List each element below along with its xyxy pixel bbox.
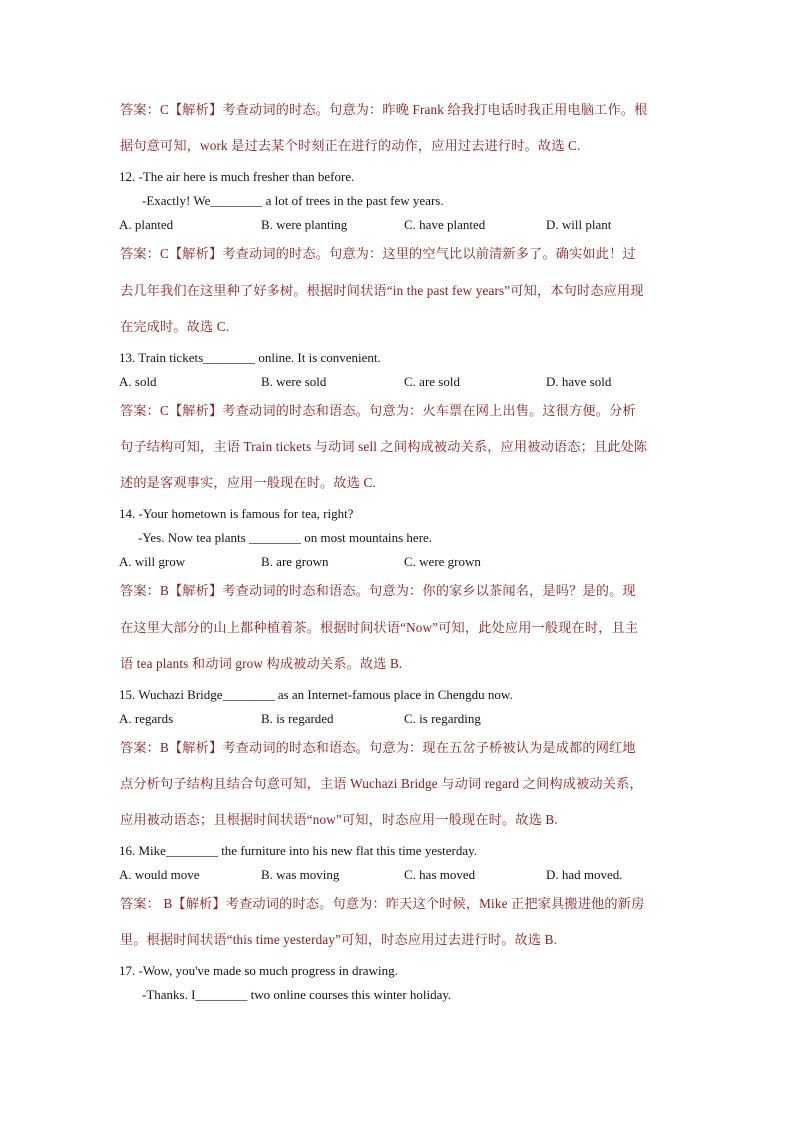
question-14-response: -Yes. Now tea plants ________ on most mountains here. xyxy=(138,530,433,545)
answer-13-line-2: 句子结构可知，主语 Train tickets 与动词 sell 之间构成被动关系，应用被动语态；且此处陈 xyxy=(120,439,648,454)
question-15-option-b: B. is regarded xyxy=(261,711,334,726)
answer-13-line-3: 述的是客观事实，应用一般现在时。故选 C. xyxy=(120,475,376,490)
question-13-option-c: C. are sold xyxy=(404,374,460,389)
question-16-option-c: C. has moved xyxy=(404,867,476,882)
question-14-option-c: C. were grown xyxy=(404,554,481,569)
question-14-stem: 14. -Your hometown is famous for tea, right? xyxy=(119,506,354,521)
question-12-option-c: C. have planted xyxy=(404,217,486,232)
answer-12-line-2: 去几年我们在这里种了好多树。根据时间状语“in the past few years”可知，本句时态应用现 xyxy=(120,283,644,298)
question-13-stem: 13. Train tickets________ online. It is convenient. xyxy=(119,350,381,365)
question-12-option-d: D. will plant xyxy=(546,217,612,232)
question-13-option-d: D. have sold xyxy=(546,374,612,389)
question-15-option-a: A. regards xyxy=(119,711,174,726)
answer-11-line-2: 据句意可知，work 是过去某个时刻正在进行的动作，应用过去进行时。故选 C. xyxy=(120,138,581,153)
answer-14-line-2: 在这里大部分的山上都种植着茶。根据时间状语“Now”可知，此处应用一般现在时，且主 xyxy=(120,620,639,635)
answer-14-line-1: 答案：B【解析】考查动词的时态和语态。句意为：你的家乡以茶闻名，是吗？是的。现 xyxy=(120,583,636,598)
question-15-option-c: C. is regarding xyxy=(404,711,481,726)
question-12-stem: 12. -The air here is much fresher than before. xyxy=(119,169,355,184)
question-17-response: -Thanks. I________ two online courses this winter holiday. xyxy=(142,987,452,1002)
question-13-option-b: B. were sold xyxy=(261,374,327,389)
question-13-option-a: A. sold xyxy=(119,374,157,389)
question-15-stem: 15. Wuchazi Bridge________ as an Internet-famous place in Chengdu now. xyxy=(119,687,513,702)
question-12-option-a: A. planted xyxy=(119,217,174,232)
answer-16-line-1: 答案： B【解析】考查动词的时态。句意为：昨天这个时候，Mike 正把家具搬进他的新房 xyxy=(120,896,645,911)
answer-16-line-2: 里。根据时间状语“this time yesterday”可知，时态应用过去进行时。故选 B. xyxy=(120,932,558,947)
question-16-stem: 16. Mike________ the furniture into his new flat this time yesterday. xyxy=(119,843,478,858)
question-16-option-a: A. would move xyxy=(119,867,200,882)
question-16-option-b: B. was moving xyxy=(261,867,340,882)
question-17-stem: 17. -Wow, you've made so much progress in drawing. xyxy=(119,963,398,978)
answer-15-line-1: 答案：B【解析】考查动词的时态和语态。句意为：现在五岔子桥被认为是成都的网红地 xyxy=(120,740,636,755)
question-12-response: -Exactly! We________ a lot of trees in the past few years. xyxy=(142,193,444,208)
answer-12-line-1: 答案：C【解析】考查动词的时态。句意为：这里的空气比以前清新多了。确实如此！过 xyxy=(120,246,636,261)
answer-11-line-1: 答案：C【解析】考查动词的时态。句意为：昨晚 Frank 给我打电话时我正用电脑工作。根 xyxy=(120,102,648,117)
answer-13-line-1: 答案：C【解析】考查动词的时态和语态。句意为：火车票在网上出售。这很方便。分析 xyxy=(120,403,636,418)
question-16-option-d: D. had moved. xyxy=(546,867,623,882)
answer-14-line-3: 语 tea plants 和动词 grow 构成被动关系。故选 B. xyxy=(120,656,403,671)
question-14-option-a: A. will grow xyxy=(119,554,186,569)
answer-12-line-3: 在完成时。故选 C. xyxy=(120,319,230,334)
answer-15-line-2: 点分析句子结构且结合句意可知，主语 Wuchazi Bridge 与动词 regard 之间构成被动关系， xyxy=(120,776,643,791)
question-12-option-b: B. were planting xyxy=(261,217,348,232)
answer-15-line-3: 应用被动语态；且根据时间状语“now”可知，时态应用一般现在时。故选 B. xyxy=(120,812,558,827)
question-14-option-b: B. are grown xyxy=(261,554,329,569)
